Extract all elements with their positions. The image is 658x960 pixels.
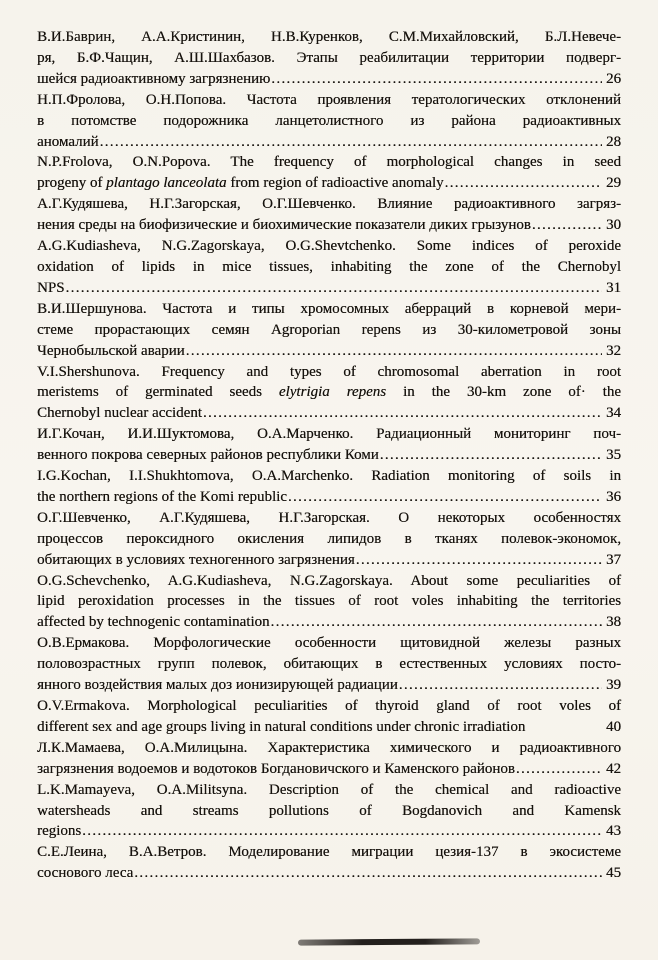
toc-entry-line [37, 696, 621, 717]
dot-leader [203, 403, 602, 424]
toc-list [37, 27, 621, 884]
toc-entry-last-line [37, 132, 621, 153]
toc-entry-last-text [37, 675, 398, 696]
dot-leader [271, 612, 602, 633]
page-number: 28 [606, 133, 621, 150]
toc-entry-line [37, 842, 621, 863]
entry-text: A.G.Kudiasheva, N.G.Zagorskaya, O.G.Shevtchenko. Some indices of peroxide [37, 238, 621, 255]
toc-entry-line [37, 111, 621, 132]
entry-text: O.V.Ermakova. Morphological peculiarities of thyroid gland of root voles of [37, 698, 621, 714]
entry-text: watersheads and streams pollutions of Bogdanovich and Kamensk [37, 802, 621, 819]
toc-entry [37, 362, 621, 425]
toc-entry-line [37, 90, 621, 111]
toc-entry-last-line [37, 863, 621, 884]
entry-text: L.K.Mamayeva, O.A.Militsyna. Description of the chemical and radioactive [37, 781, 621, 798]
entry-text: affected by technogenic contamination [37, 614, 270, 631]
toc-entry [37, 571, 621, 634]
toc-entry [37, 194, 621, 236]
entry-text: I.G.Kochan, I.I.Shukhtomova, O.A.Marchenko. Radiation monitoring of soils in [37, 468, 621, 485]
toc-entry-line [37, 633, 621, 654]
entry-text: обитающих в условиях техногенного загрязнения [37, 551, 355, 568]
dot-leader [532, 215, 602, 236]
toc-entry [37, 27, 621, 90]
entry-text: V.I.Shershunova. Frequency and types of chromosomal aberration in root [37, 363, 621, 380]
toc-entry-last-text [37, 550, 355, 571]
entry-text: О.Г.Шевченко, А.Г.Кудяшева, Н.Г.Загорская. О некоторых особенностях [37, 509, 621, 526]
toc-entry-last-line [37, 278, 621, 299]
dot-leader [288, 487, 602, 508]
dot-leader [356, 550, 602, 571]
dot-leader [186, 341, 602, 362]
toc-entry-line [37, 382, 621, 403]
page-number: 39 [606, 677, 621, 694]
toc-entry-last-text [37, 173, 444, 194]
toc-entry-line [37, 194, 621, 215]
toc-entry-last-line [37, 675, 621, 696]
entry-text: from region of radioactive anomaly [226, 175, 444, 192]
page-number: 36 [606, 488, 621, 505]
entry-text: meristems of germinated seeds [37, 384, 279, 401]
toc-entry-last-line [37, 759, 621, 780]
toc-entry-last-line [37, 173, 621, 194]
toc-entry-last-text [37, 278, 65, 299]
toc-entry-last-line [37, 69, 621, 90]
toc-entry-last-line [37, 403, 621, 424]
entry-text: lipid peroxidation processes in the tissues of root voles inhabiting the territories [37, 593, 621, 610]
entry-text: different sex and age groups living in natural conditions under chronic irradiation [37, 718, 526, 735]
toc-entry-line [37, 801, 621, 822]
toc-entry-last-text [37, 445, 379, 466]
toc-entry-line [37, 780, 621, 801]
entry-text: венного покрова северных районов республики Коми [37, 447, 379, 464]
toc-entry-line [37, 424, 621, 445]
toc-entry-line [37, 362, 621, 383]
entry-text: oxidation of lipids in mice tissues, inhabiting the zone of the Chernobyl [37, 258, 621, 275]
dot-leader [271, 69, 602, 90]
toc-entry [37, 466, 621, 508]
toc-entry-line [37, 466, 621, 487]
toc-entry-last-text [37, 215, 531, 236]
entry-text: N.P.Frolova, O.N.Popova. The frequency of morphological changes in seed [37, 154, 621, 171]
dot-leader [134, 863, 602, 884]
dot-leader [100, 132, 602, 153]
entry-text: Chernobyl nuclear accident [37, 405, 202, 422]
toc-entry [37, 152, 621, 194]
toc-entry-last-text [37, 821, 81, 842]
toc-entry-last-text [37, 341, 185, 362]
entry-text: the northern regions of the Komi republic [37, 488, 287, 505]
entry-text: процессов пероксидного окисления липидов в тканях полевок-экономок, [37, 530, 621, 547]
toc-entry-last-text [37, 759, 515, 780]
toc-entry-last-text [37, 717, 525, 738]
toc-entry-last-line [37, 445, 621, 466]
toc-entry-last-line [37, 341, 621, 362]
toc-entry-last-line [37, 612, 621, 633]
entry-text: аномалий [37, 133, 99, 150]
toc-entry [37, 90, 621, 153]
toc-entry [37, 633, 621, 696]
entry-text: нения среды на биофизические и биохимические показатели диких грызунов [37, 217, 531, 234]
toc-entry-line [37, 571, 621, 592]
entry-text: соснового леса [37, 865, 134, 882]
entry-text: progeny of [37, 175, 107, 192]
toc-entry-last-text [37, 612, 270, 633]
entry-text: ря, Б.Ф.Чащин, А.Ш.Шахбазов. Этапы реабилитации территории подверг- [37, 49, 621, 66]
toc-entry-line [37, 529, 621, 550]
dot-leader [445, 173, 602, 194]
dot-leader [516, 759, 602, 780]
toc-entry [37, 738, 621, 780]
toc-entry-last-line [37, 487, 621, 508]
toc-entry-line [37, 27, 621, 48]
entry-text: в потомстве подорожника ланцетолистного из района радиоактивных [37, 112, 621, 129]
page-number: 29 [606, 175, 621, 192]
page-number: 34 [606, 405, 621, 422]
toc-entry-line [37, 508, 621, 529]
toc-entry [37, 299, 621, 362]
entry-text: in the 30-km zone of· the [386, 384, 621, 401]
toc-entry-line [37, 257, 621, 278]
dot-leader [380, 445, 602, 466]
entry-text: стеме прорастающих семян Agroporian repens из 30-километровой зоны [37, 321, 621, 338]
toc-entry [37, 424, 621, 466]
entry-text: А.Г.Кудяшева, Н.Г.Загорская, О.Г.Шевченко. Влияние радиоактивного загряз- [37, 196, 621, 213]
scan-artifact-mark [298, 938, 480, 945]
page-number: 30 [606, 217, 621, 234]
toc-entry-line [37, 320, 621, 341]
entry-text: В.И.Шершунова. Частота и типы хромосомных аберраций в корневой мери- [37, 300, 621, 317]
toc-entry-line [37, 738, 621, 759]
toc-entry-last-text [37, 863, 133, 884]
page-number: 35 [606, 447, 621, 464]
entry-text: И.Г.Кочан, И.И.Шуктомова, О.А.Марченко. Радиационный мониторинг поч- [37, 426, 621, 443]
entry-text: O.G.Schevchenko, A.G.Kudiasheva, N.G.Zagorskaya. About some peculiarities of [37, 572, 621, 589]
entry-text: Л.К.Мамаева, О.А.Милицына. Характеристика химического и радиоактивного [37, 739, 621, 756]
toc-entry-line [37, 152, 621, 173]
toc-entry-line [37, 236, 621, 257]
page-number: 38 [606, 614, 621, 631]
toc-entry-line [37, 299, 621, 320]
page-number: 42 [606, 760, 621, 777]
entry-text: половозрастных групп полевок, обитающих в естественных условиях посто- [37, 656, 621, 673]
page-number: 43 [606, 823, 621, 840]
dot-leader [66, 278, 602, 299]
toc-entry-last-line [37, 717, 621, 738]
page-number: 37 [606, 551, 621, 568]
species-name-italic: elytrigia repens [278, 384, 387, 401]
entry-text: NPS [37, 279, 65, 296]
entry-text: regions [37, 823, 82, 840]
entry-text: О.В.Ермакова. Морфологические особенности щитовидной железы разных [37, 635, 621, 652]
dot-leader [399, 675, 602, 696]
toc-entry-last-text [37, 487, 287, 508]
toc-entry-line [37, 654, 621, 675]
toc-entry [37, 780, 621, 843]
page-number: 31 [606, 279, 621, 296]
toc-entry [37, 696, 621, 738]
toc-entry-last-text [37, 403, 202, 424]
page-number: 40 [606, 718, 621, 735]
entry-text: янного воздействия малых доз ионизирующей радиации [37, 677, 398, 694]
dot-leader [526, 717, 602, 738]
entry-text: Н.П.Фролова, О.Н.Попова. Частота проявления тератологических отклонений [37, 91, 621, 108]
toc-entry [37, 508, 621, 571]
entry-text: С.Е.Леина, В.А.Ветров. Моделирование миграции цезия-137 в экосистеме [37, 844, 621, 861]
toc-entry-line [37, 591, 621, 612]
entry-text: Чернобыльской аварии [37, 342, 185, 359]
toc-entry-line [37, 48, 621, 69]
toc-entry [37, 236, 621, 299]
page-number: 32 [606, 342, 621, 359]
entry-text: В.И.Баврин, А.А.Кристинин, Н.В.Куренков, С.М.Михайловский, Б.Л.Невече- [37, 29, 621, 45]
toc-entry-last-text [37, 69, 270, 90]
toc-entry-last-line [37, 215, 621, 236]
toc-entry [37, 842, 621, 884]
entry-text: шейся радиоактивному загрязнению [37, 70, 271, 87]
dot-leader [82, 821, 602, 842]
toc-entry-last-text [37, 132, 99, 153]
species-name-italic: plantago lanceolata [106, 175, 227, 192]
toc-entry-last-line [37, 821, 621, 842]
page-number: 26 [606, 70, 621, 87]
entry-text: загрязнения водоемов и водотоков Богдановичского и Каменского районов [37, 760, 515, 777]
toc-entry-last-line [37, 550, 621, 571]
page-number: 45 [606, 865, 621, 882]
